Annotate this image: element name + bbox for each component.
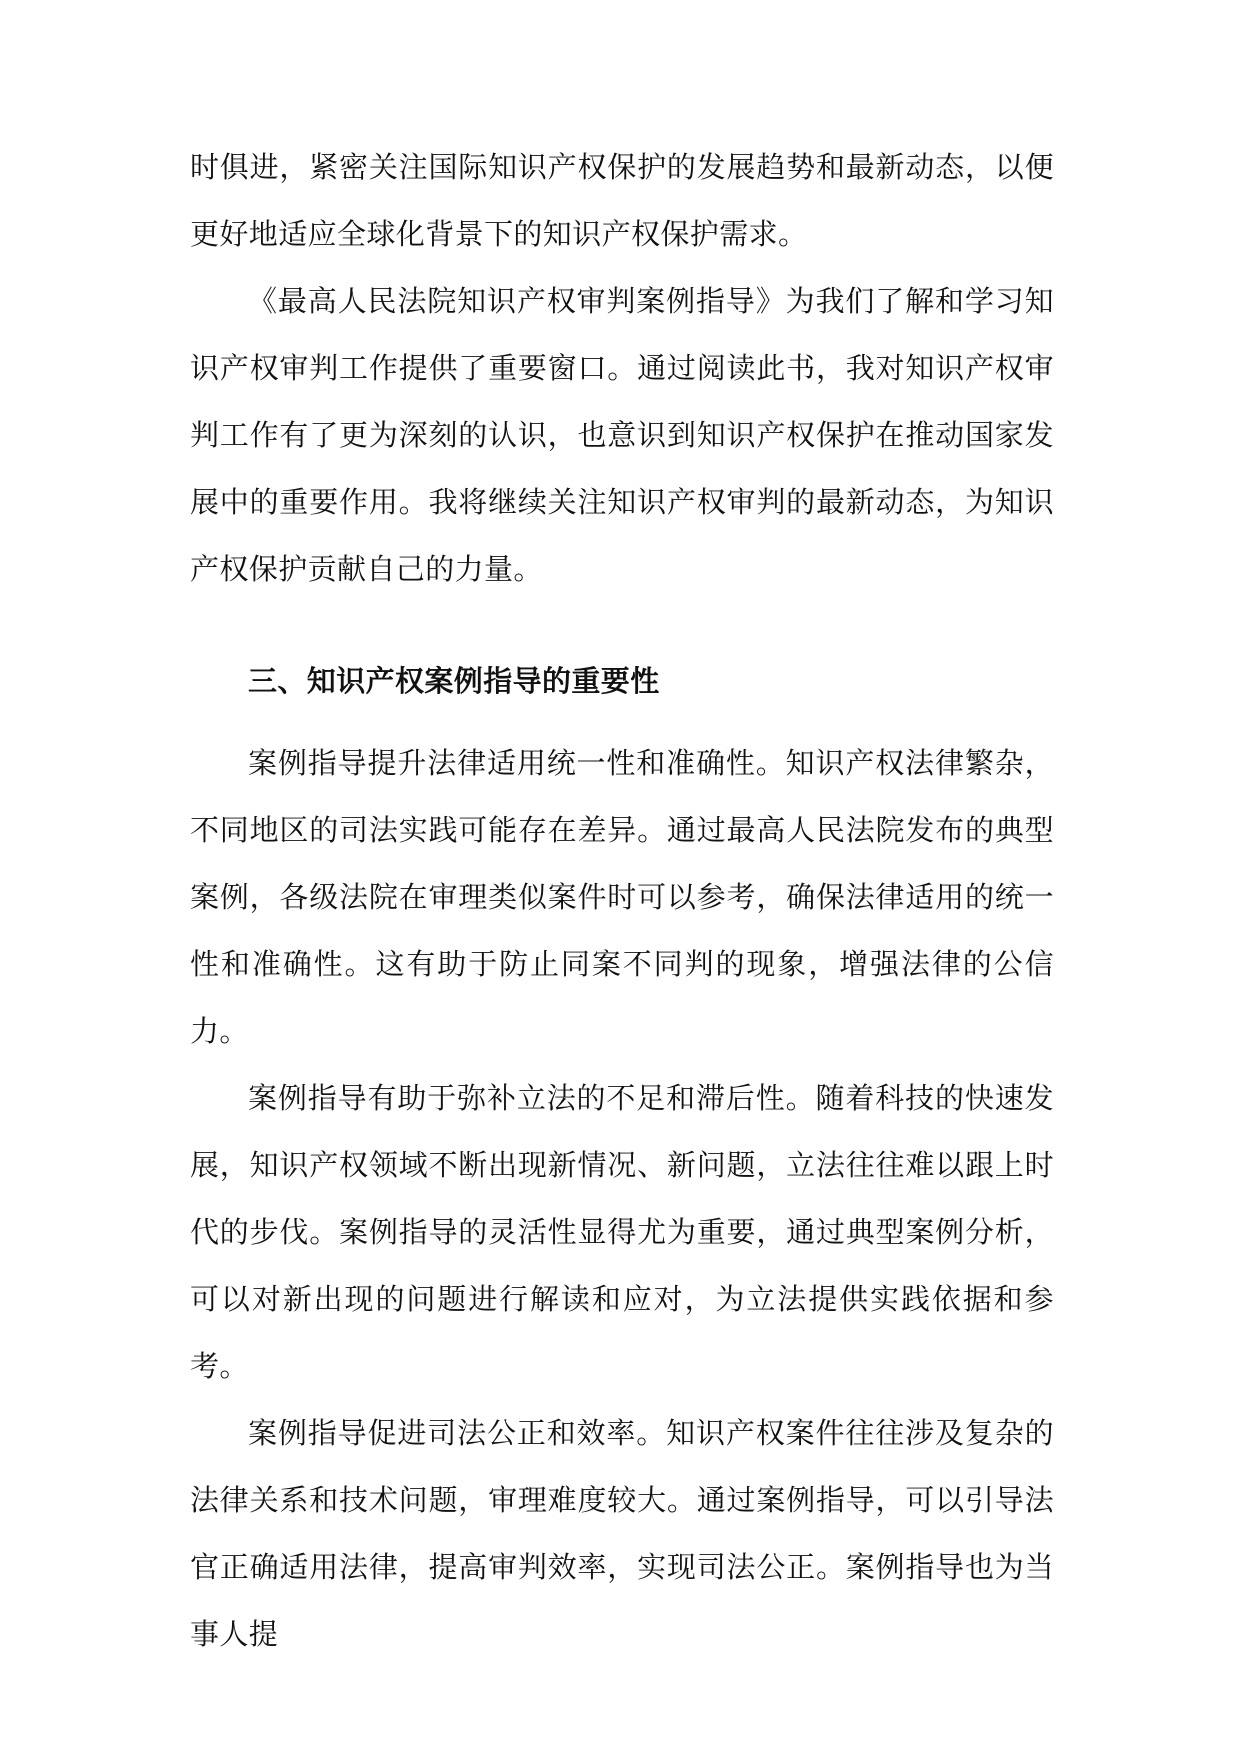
paragraph-continuation: 时俱进，紧密关注国际知识产权保护的发展趋势和最新动态，以便更好地适应全球化背景下的知识产权保护需求。	[190, 150, 1054, 251]
paragraph-legislation-gap: 案例指导有助于弥补立法的不足和滞后性。随着科技的快速发展，知识产权领域不断出现新情况、新问题，立法往往难以跟上时代的步伐。案例指导的灵活性显得尤为重要，通过典型案例分析，可以对新出现的问题进行解读和应对，为立法提供实践依据和参考。	[190, 1081, 1054, 1383]
section-heading: 三、知识产权案例指导的重要性	[248, 664, 660, 698]
paragraph-uniformity: 案例指导提升法律适用统一性和准确性。知识产权法律繁杂，不同地区的司法实践可能存在差异。通过最高人民法院发布的典型案例，各级法院在审理类似案件时可以参考，确保法律适用的统一性和准确性。这有助于防止同案不同判的现象，增强法律的公信力。	[190, 746, 1054, 1048]
document-body	[190, 134, 1054, 1668]
paragraph-justice-efficiency: 案例指导促进司法公正和效率。知识产权案件往往涉及复杂的法律关系和技术问题，审理难度较大。通过案例指导，可以引导法官正确适用法律，提高审判效率，实现司法公正。案例指导也为当事人提	[190, 1416, 1054, 1651]
paragraph-book-review: 《最高人民法院知识产权审判案例指导》为我们了解和学习知识产权审判工作提供了重要窗口。通过阅读此书，我对知识产权审判工作有了更为深刻的认识，也意识到知识产权保护在推动国家发展中的重要作用。我将继续关注知识产权审判的最新动态，为知识产权保护贡献自己的力量。	[190, 284, 1054, 586]
